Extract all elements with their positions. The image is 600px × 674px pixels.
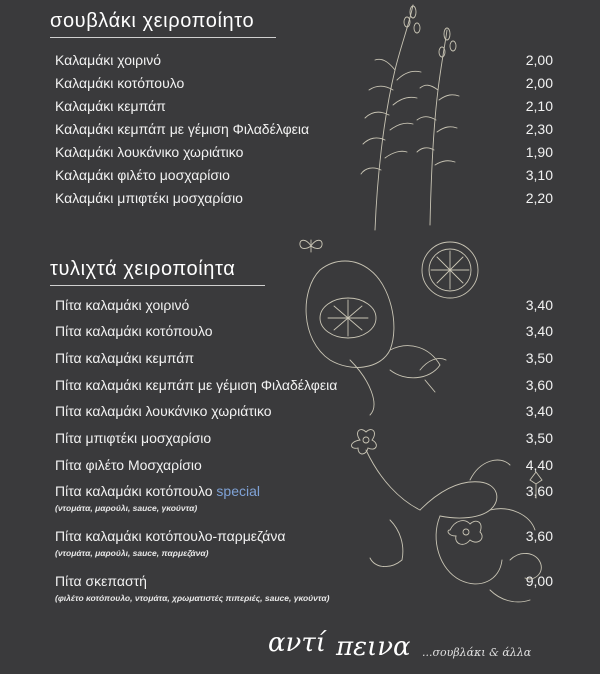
item-price: 2,20 — [525, 190, 553, 206]
menu-item — [0, 52, 600, 74]
item-price: 3,50 — [525, 430, 553, 446]
item-name: Καλαμάκι μπιφτέκι μοσχαρίσιο — [55, 190, 243, 206]
item-name: Καλαμάκι κεμπάπ με γέμιση Φιλαδέλφεια — [55, 121, 310, 137]
item-price: 4,40 — [525, 457, 553, 473]
item-price: 2,00 — [525, 52, 553, 68]
item-price: 3,60 — [525, 528, 553, 544]
menu-item — [0, 144, 600, 166]
menu-item — [0, 573, 600, 603]
menu-item — [0, 297, 600, 319]
item-price: 3,40 — [525, 323, 553, 339]
menu-item — [0, 528, 600, 558]
item-name: Πίτα καλαμάκι κοτόπουλο-παρμεζάνα — [55, 528, 286, 544]
item-description: (φιλέτο κοτόπουλο, ντομάτα, χρωματιστές πιπεριές, sauce, γκούντα) — [55, 593, 330, 603]
brand-logo-part1: αντί — [268, 628, 326, 658]
menu-item — [0, 121, 600, 143]
menu-item — [0, 403, 600, 425]
item-name: Πίτα μπιφτέκι μοσχαρίσιο — [55, 430, 212, 446]
item-price: 9,00 — [525, 573, 553, 589]
item-price: 3,50 — [525, 350, 553, 366]
item-price: 2,30 — [525, 121, 553, 137]
item-name: Πίτα καλαμάκι κοτόπουλο — [55, 323, 213, 339]
item-name: Καλαμάκι κοτόπουλο — [55, 75, 185, 91]
menu-item — [0, 167, 600, 189]
item-price: 3,60 — [525, 483, 553, 499]
menu-item — [0, 457, 600, 479]
item-name: Πίτα καλαμάκι χοιρινό — [55, 297, 190, 313]
section-title-souvlaki: σουβλάκι χειροποίητο — [50, 10, 255, 32]
menu-item — [0, 98, 600, 120]
item-name: Πίτα καλαμάκι λουκάνικο χωριάτικο — [55, 403, 272, 419]
menu-item — [0, 190, 600, 212]
item-price: 3,60 — [525, 377, 553, 393]
menu-item — [0, 350, 600, 372]
item-price: 3,40 — [525, 297, 553, 313]
butterfly-icon — [296, 236, 326, 256]
item-price: 2,00 — [525, 75, 553, 91]
brand-tagline: ...σουβλάκι & άλλα — [422, 646, 532, 659]
item-price: 3,10 — [525, 167, 553, 183]
menu-item — [0, 75, 600, 97]
item-description: (ντομάτα, μαρούλι, sauce, γκούντα) — [55, 503, 198, 513]
item-name — [55, 483, 260, 499]
title-underline — [50, 285, 265, 286]
item-name: Πίτα σκεπαστή — [55, 573, 147, 589]
item-name: Πίτα φιλέτο Μοσχαρίσιο — [55, 457, 202, 473]
brand-logo-part2: πεινα — [336, 632, 411, 662]
item-price: 2,10 — [525, 98, 553, 114]
item-name-text: Πίτα καλαμάκι κοτόπουλο — [55, 483, 213, 499]
brand-footer — [268, 628, 578, 668]
item-description: (ντομάτα, μαρούλι, sauce, παρμεζάνα) — [55, 548, 209, 558]
item-name: Καλαμάκι λουκάνικο χωριάτικο — [55, 144, 244, 160]
menu-item — [0, 323, 600, 345]
item-name: Καλαμάκι χοιρινό — [55, 52, 162, 68]
menu-item — [0, 377, 600, 399]
item-price: 1,90 — [525, 144, 553, 160]
item-name: Καλαμάκι φιλέτο μοσχαρίσιο — [55, 167, 230, 183]
title-underline — [50, 37, 276, 38]
item-price: 3,40 — [525, 403, 553, 419]
special-label: special — [216, 483, 260, 499]
menu-item — [0, 483, 600, 513]
menu-item — [0, 430, 600, 452]
item-name: Καλαμάκι κεμπάπ — [55, 98, 166, 114]
item-name: Πίτα καλαμάκι κεμπάπ — [55, 350, 195, 366]
section-title-wraps: τυλιχτά χειροποίητα — [50, 258, 236, 280]
item-name: Πίτα καλαμάκι κεμπάπ με γέμιση Φιλαδέλφεια — [55, 377, 338, 393]
